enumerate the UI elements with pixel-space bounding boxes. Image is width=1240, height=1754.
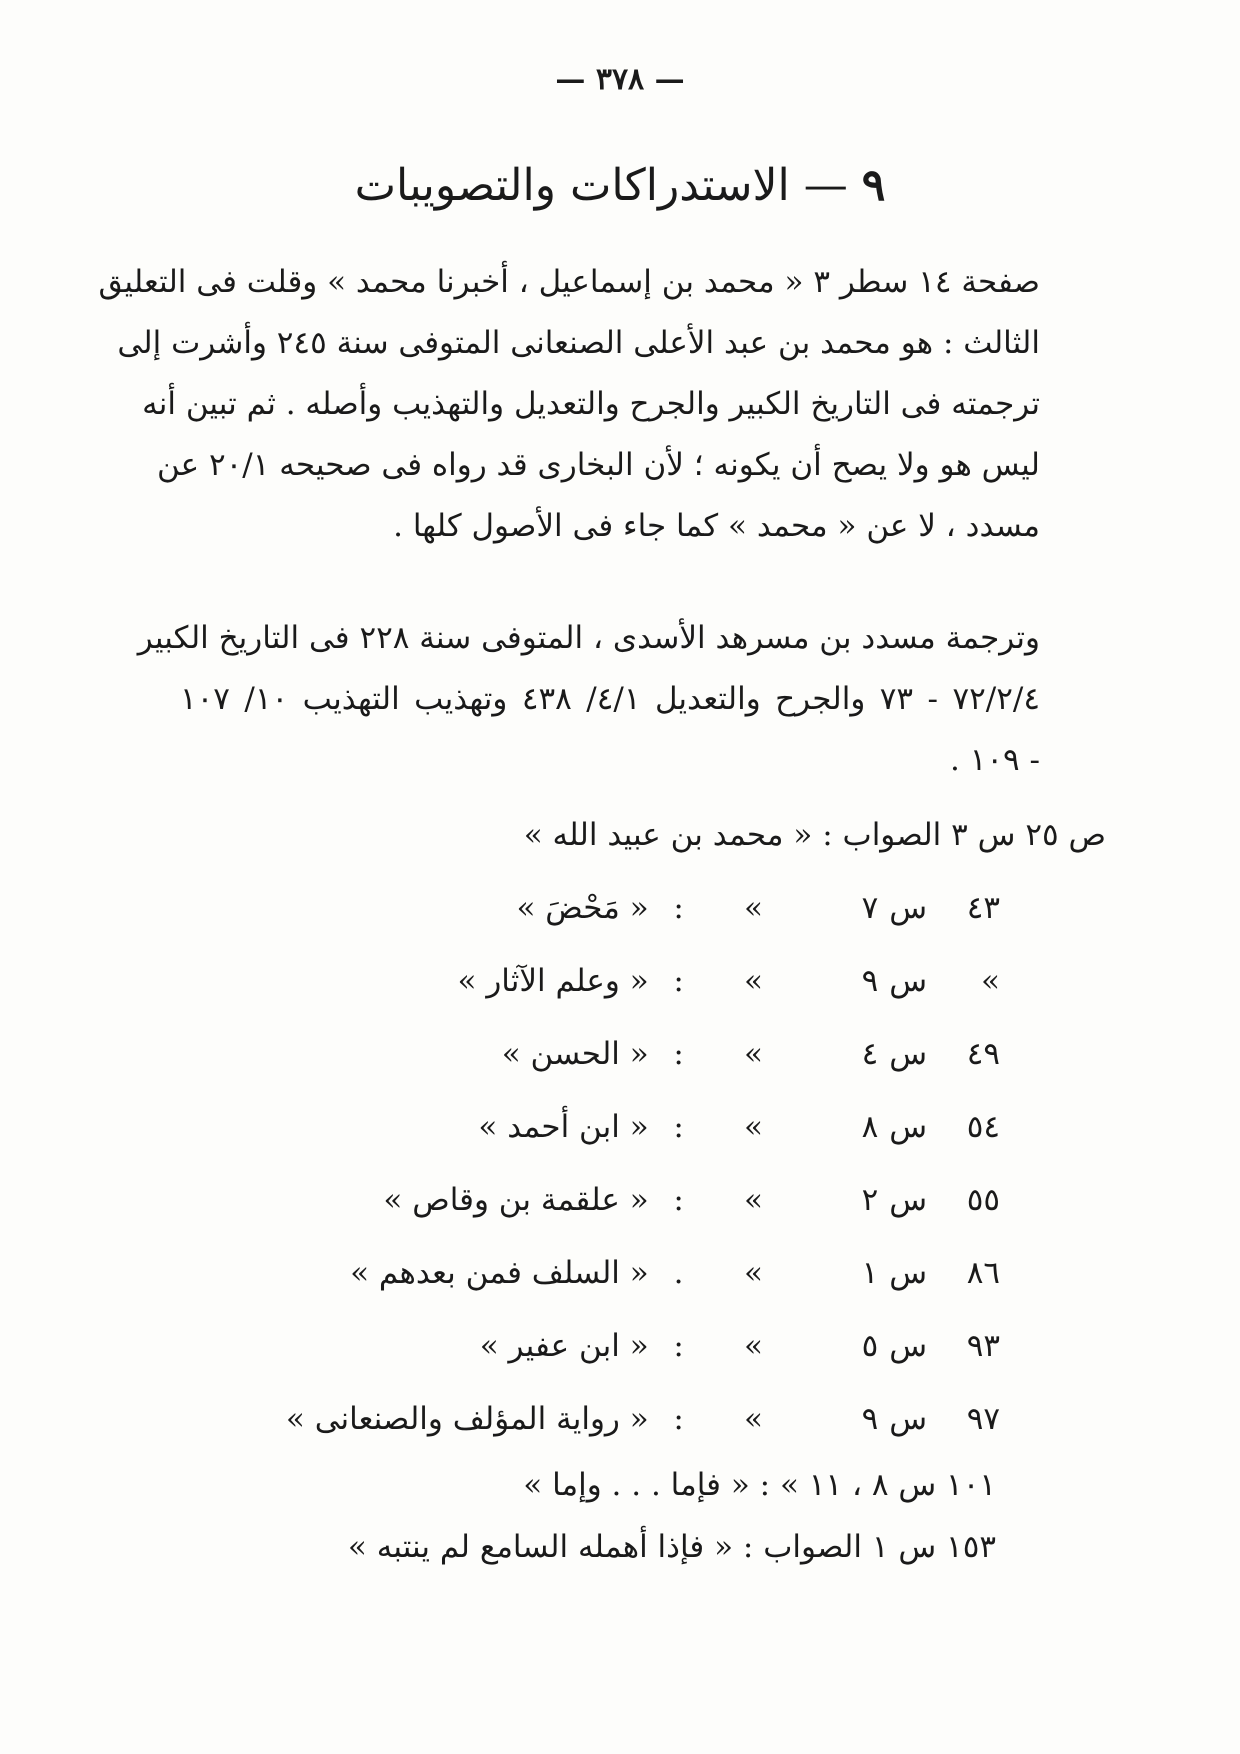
correction-line-marker: س: [889, 1182, 928, 1218]
section-title-text: الاستدراكات والتصويبات: [354, 160, 790, 211]
ditto-mark: »: [743, 890, 763, 926]
paragraph-2: [137, 608, 1040, 791]
correction-text: « رواية المؤلف والصنعانى »: [285, 1401, 649, 1437]
paragraph-line: - ١٠٩ .: [949, 742, 1040, 778]
correction-page: ٥٥: [966, 1182, 1000, 1218]
correction-line: ٧: [861, 890, 879, 926]
ditto-mark: »: [743, 1109, 763, 1145]
correction-colon: :: [673, 1401, 684, 1437]
correction-page: »: [981, 963, 1000, 999]
correction-colon: .: [673, 1255, 684, 1291]
correction-text: « مَحْضَ »: [516, 890, 649, 926]
page-number: — ٣٧٨ —: [555, 62, 685, 97]
correction-page: ٨٦: [966, 1255, 1000, 1291]
correction-text: ص ٢٥ س ٣ الصواب : « محمد بن عبيد الله »: [523, 817, 1106, 853]
correction-line-marker: س: [889, 963, 928, 999]
paragraph-1: [98, 252, 1040, 557]
correction-row: [383, 1175, 1000, 1225]
correction-text: « السلف فمن بعدهم »: [350, 1255, 649, 1291]
correction-text: « علقمة بن وقاص »: [383, 1182, 649, 1218]
ditto-mark: »: [743, 1036, 763, 1072]
correction-text: « الحسن »: [501, 1036, 649, 1072]
correction-page: ٥٤: [966, 1109, 1000, 1145]
correction-page: ٤٩: [966, 1036, 1000, 1072]
correction-line-marker: س: [889, 1036, 928, 1072]
correction-row: [458, 956, 1001, 1006]
correction-text: ١٠١ س ٨ ، ١١ » : « فإما . . . وإما »: [523, 1467, 996, 1503]
correction-row: [478, 1102, 1000, 1152]
correction-page: ٩٣: [966, 1328, 1000, 1364]
correction-colon: :: [673, 1109, 684, 1145]
correction-line-marker: س: [889, 1401, 928, 1437]
correction-colon: :: [673, 1182, 684, 1218]
correction-row: [524, 810, 1110, 860]
correction-text: ١٥٣ س ١ الصواب : « فإذا أهمله السامع لم ينتبه »: [347, 1529, 996, 1565]
correction-row: [502, 1029, 1000, 1079]
ditto-mark: »: [743, 1401, 763, 1437]
correction-line: ٥: [861, 1328, 879, 1364]
section-dash: —: [803, 160, 848, 211]
paragraph-line: ليس هو ولا يصح أن يكونه ؛ لأن البخارى قد رواه فى صحيحه ٢٠/١ عن: [157, 447, 1040, 483]
correction-colon: :: [673, 890, 684, 926]
paragraph-line: مسدد ، لا عن « محمد » كما جاء فى الأصول كلها .: [393, 508, 1040, 544]
correction-row: [480, 1321, 1000, 1371]
section-heading: [0, 160, 1240, 211]
correction-text: « ابن أحمد »: [478, 1109, 649, 1145]
correction-colon: :: [673, 963, 684, 999]
correction-colon: :: [673, 1036, 684, 1072]
correction-page: ٩٧: [966, 1401, 1000, 1437]
correction-row: [348, 1522, 1000, 1572]
correction-line-marker: س: [889, 890, 928, 926]
correction-line: ٢: [861, 1182, 879, 1218]
correction-line-marker: س: [889, 1255, 928, 1291]
correction-row: [523, 1460, 1000, 1510]
correction-text: « وعلم الآثار »: [457, 963, 649, 999]
ditto-mark: »: [743, 963, 763, 999]
correction-page: ٤٣: [966, 890, 1000, 926]
ditto-mark: »: [743, 1255, 763, 1291]
correction-line: ١: [861, 1255, 879, 1291]
paragraph-line: ٧٢/٢/٤ - ٧٣ والجرح والتعديل ٤/١/ ٤٣٨ وتهذيب التهذيب ١٠/ ١٠٧: [180, 681, 1040, 717]
correction-row: [350, 1248, 1000, 1298]
correction-line: ٤: [861, 1036, 879, 1072]
paragraph-line: وترجمة مسدد بن مسرهد الأسدى ، المتوفى سنة ٢٢٨ فى التاريخ الكبير: [137, 620, 1040, 656]
correction-line: ٩: [861, 963, 879, 999]
ditto-mark: »: [743, 1328, 763, 1364]
paragraph-line: ترجمته فى التاريخ الكبير والجرح والتعديل والتهذيب وأصله . ثم تبين أنه: [142, 386, 1040, 422]
correction-text: « ابن عفير »: [479, 1328, 649, 1364]
correction-row: [516, 883, 1000, 933]
correction-line: ٩: [861, 1401, 879, 1437]
ditto-mark: »: [743, 1182, 763, 1218]
correction-line-marker: س: [889, 1109, 928, 1145]
section-number: ٩: [861, 160, 886, 211]
correction-line: ٨: [861, 1109, 879, 1145]
correction-colon: :: [673, 1328, 684, 1364]
paragraph-line: الثالث : هو محمد بن عبد الأعلى الصنعانى المتوفى سنة ٢٤٥ وأشرت إلى: [117, 325, 1040, 361]
correction-line-marker: س: [889, 1328, 928, 1364]
correction-row: [286, 1394, 1000, 1444]
paragraph-line: صفحة ١٤ سطر ٣ « محمد بن إسماعيل ، أخبرنا محمد » وقلت فى التعليق: [98, 264, 1040, 300]
